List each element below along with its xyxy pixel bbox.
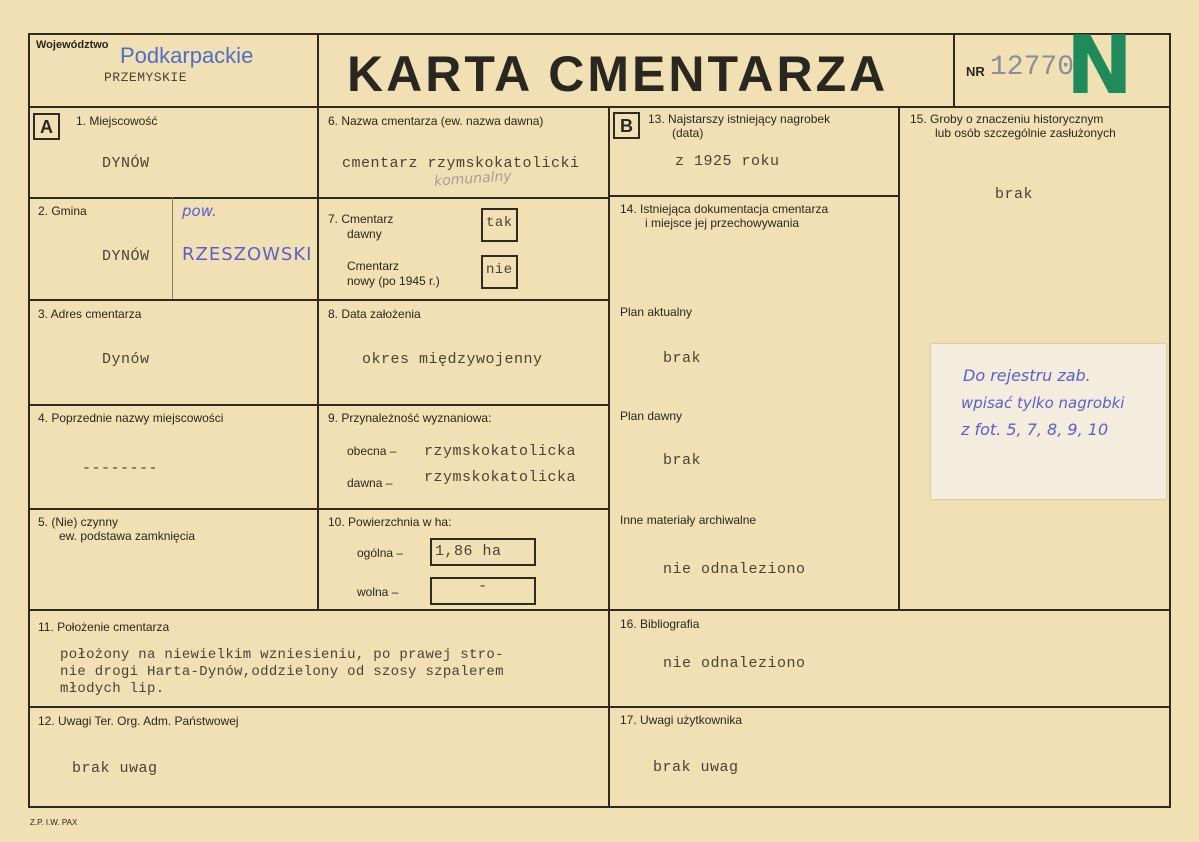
field-12-value: brak uwag bbox=[72, 760, 158, 777]
field-10-wolna-label: wolna – bbox=[357, 585, 399, 599]
field-12-label: 12. Uwagi Ter. Org. Adm. Państwowej bbox=[38, 714, 239, 728]
field-2-label: 2. Gmina bbox=[38, 204, 87, 218]
field-11-line-3: młodych lip. bbox=[60, 681, 165, 697]
plan-aktualny-value: brak bbox=[663, 350, 702, 367]
field-6-hand: komunalny bbox=[433, 168, 513, 190]
wojewodztwo-stamp: Podkarpackie bbox=[120, 43, 254, 68]
field-7-label-nowy: Cmentarz bbox=[347, 259, 400, 273]
field-14-sublabel: i miejsce jej przechowywania bbox=[645, 216, 800, 230]
field-9-label: 9. Przynależność wyznaniowa: bbox=[328, 411, 492, 425]
field-13-value: z 1925 roku bbox=[675, 153, 780, 170]
field-17-label: 17. Uwagi użytkownika bbox=[620, 713, 743, 727]
nr-mark: N bbox=[1066, 19, 1133, 112]
field-15-sublabel: lub osób szczególnie zasłużonych bbox=[935, 126, 1116, 140]
field-2-value: DYNÓW bbox=[102, 248, 150, 265]
field-7-sublabel-dawny: dawny bbox=[347, 227, 382, 241]
field-10-label: 10. Powierzchnia w ha: bbox=[328, 515, 452, 529]
plan-dawny-label: Plan dawny bbox=[620, 409, 683, 423]
field-10-ogolna-label: ogólna – bbox=[357, 546, 404, 560]
divider bbox=[898, 106, 900, 609]
field-10-ogolna-value: 1,86 ha bbox=[435, 543, 502, 560]
divider bbox=[608, 195, 898, 197]
field-3-label: 3. Adres cmentarza bbox=[38, 307, 142, 321]
field-2-hand-powiat: RZESZOWSKI bbox=[182, 244, 313, 265]
field-8-value: okres międzywojenny bbox=[362, 351, 543, 368]
note-line-1: Do rejestru zab. bbox=[963, 366, 1091, 385]
wojewodztwo-label: Województwo bbox=[36, 39, 109, 51]
field-2-hand-pow: pow. bbox=[182, 202, 217, 220]
wojewodztwo-typed: PRZEMYSKIE bbox=[104, 70, 188, 85]
divider bbox=[608, 106, 610, 806]
field-7-value-nowy: nie bbox=[486, 262, 513, 278]
divider bbox=[28, 106, 1171, 108]
field-7-label: 7. Cmentarz bbox=[328, 212, 394, 226]
field-6-value: cmentarz rzymskokatolicki bbox=[342, 155, 580, 172]
field-8-label: 8. Data założenia bbox=[328, 307, 421, 321]
field-15-label: 15. Groby o znaczeniu historycznym bbox=[910, 112, 1104, 126]
field-7-sublabel-nowy: nowy (po 1945 r.) bbox=[347, 274, 440, 288]
nr-value: 12770 bbox=[990, 52, 1075, 83]
divider bbox=[28, 706, 1171, 708]
field-6-label: 6. Nazwa cmentarza (ew. nazwa dawna) bbox=[328, 114, 544, 128]
field-1-value: DYNÓW bbox=[102, 155, 150, 172]
field-13-label: 13. Najstarszy istniejący nagrobek bbox=[648, 112, 831, 126]
field-9-dawna-value: rzymskokatolicka bbox=[424, 469, 577, 486]
section-b-marker: B bbox=[613, 112, 640, 139]
field-13-sublabel: (data) bbox=[672, 126, 704, 140]
field-9-obecna-value: rzymskokatolicka bbox=[424, 443, 577, 460]
section-a-marker: A bbox=[33, 113, 60, 140]
divider bbox=[28, 609, 1171, 611]
plan-dawny-value: brak bbox=[663, 452, 702, 469]
note-line-3: z fot. 5, 7, 8, 9, 10 bbox=[961, 420, 1109, 439]
field-11-label: 11. Położenie cmentarza bbox=[38, 620, 170, 634]
inne-materialy-label: Inne materiały archiwalne bbox=[620, 513, 757, 527]
field-7-value-dawny: tak bbox=[486, 215, 513, 231]
field-4-label: 4. Poprzednie nazwy miejscowości bbox=[38, 411, 224, 425]
field-17-value: brak uwag bbox=[653, 759, 739, 776]
field-9-dawna-label: dawna – bbox=[347, 476, 393, 490]
attached-note bbox=[931, 344, 1166, 499]
field-5-sublabel: ew. podstawa zamknięcia bbox=[59, 529, 196, 543]
divider bbox=[172, 197, 173, 299]
inne-materialy-value: nie odnaleziono bbox=[663, 561, 806, 578]
field-11-line-2: nie drogi Harta-Dynów,oddzielony od szosy szpalerem bbox=[60, 664, 504, 680]
field-16-label: 16. Bibliografia bbox=[620, 617, 700, 631]
nr-label: NR bbox=[966, 64, 985, 79]
field-15-value: brak bbox=[995, 186, 1034, 203]
card-title: KARTA CMENTARZA bbox=[347, 46, 889, 102]
field-14-label: 14. Istniejąca dokumentacja cmentarza bbox=[620, 202, 829, 216]
field-9-obecna-label: obecna – bbox=[347, 444, 397, 458]
field-10-wolna-value: - bbox=[478, 578, 488, 595]
field-16-value: nie odnaleziono bbox=[663, 655, 806, 672]
print-code: Z.P. I.W. PAX bbox=[30, 818, 78, 827]
field-1-label: 1. Miejscowość bbox=[76, 114, 158, 128]
field-5-label: 5. (Nie) czynny bbox=[38, 515, 119, 529]
field-3-value: Dynów bbox=[102, 351, 150, 368]
note-line-2: wpisać tylko nagrobki bbox=[961, 394, 1125, 412]
field-11-line-1: położony na niewielkim wzniesieniu, po prawej stro- bbox=[60, 647, 504, 663]
divider bbox=[953, 33, 955, 106]
field-4-value: -------- bbox=[82, 460, 159, 477]
divider bbox=[317, 33, 319, 609]
plan-aktualny-label: Plan aktualny bbox=[620, 305, 693, 319]
